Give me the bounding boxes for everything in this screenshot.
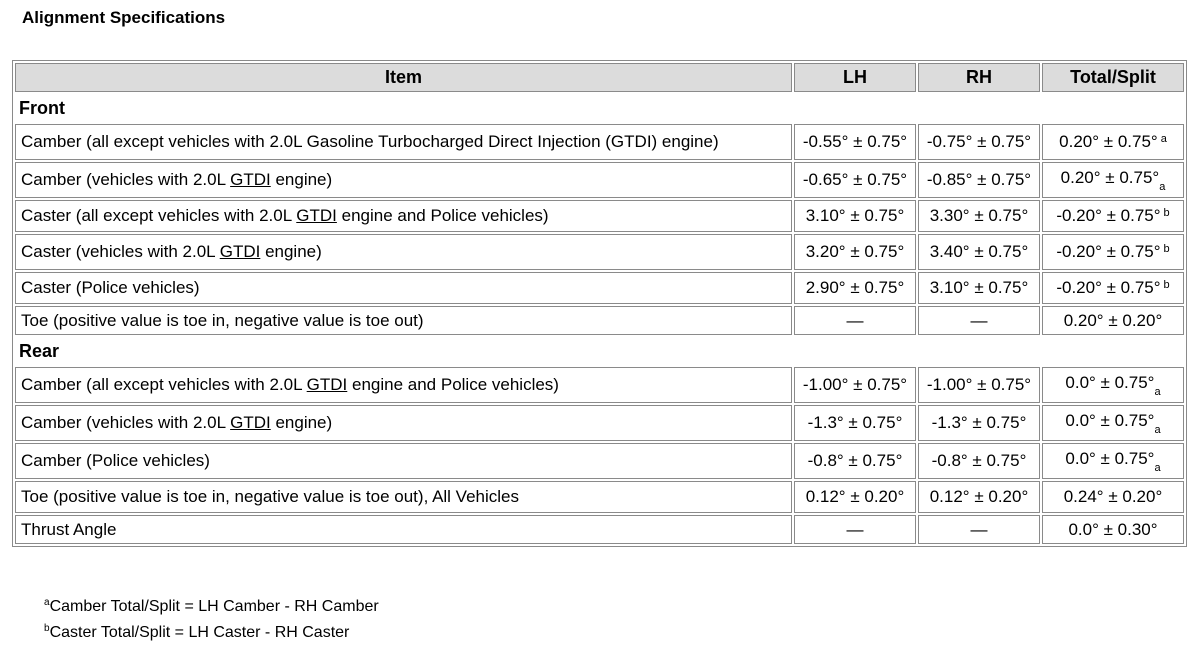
total-split-value: -0.20° ± 0.75° — [1056, 278, 1161, 297]
footnote-marker: b — [1163, 207, 1170, 219]
gtdi-link[interactable]: GTDI — [230, 170, 271, 189]
table-row — [15, 443, 1184, 479]
rh-value: -1.3° ± 0.75° — [918, 405, 1040, 441]
header-lh: LH — [794, 63, 916, 92]
item-text: Camber (vehicles with 2.0L — [21, 170, 231, 189]
item-cell — [15, 515, 792, 544]
item-text-suffix: engine) — [260, 242, 322, 261]
lh-value: -0.55° ± 0.75° — [794, 124, 916, 160]
item-text: Caster (Police vehicles) — [21, 278, 200, 297]
total-split-value: 0.24° ± 0.20° — [1063, 487, 1163, 506]
footnote-marker: b — [1163, 279, 1170, 291]
table-row — [15, 481, 1184, 513]
item-cell — [15, 367, 792, 403]
lh-value: -1.3° ± 0.75° — [794, 405, 916, 441]
item-text: Toe (positive value is toe in, negative value is toe out) — [21, 310, 424, 330]
gtdi-link[interactable]: GTDI — [219, 242, 261, 261]
item-text-suffix: engine) — [270, 413, 333, 432]
rh-value: — — [918, 306, 1040, 335]
table-row — [15, 200, 1184, 232]
footnote-marker: a — [1154, 423, 1161, 436]
lh-value: — — [794, 515, 916, 544]
section-row — [15, 94, 1184, 122]
total-split-cell — [1042, 162, 1184, 198]
total-split-cell — [1042, 405, 1184, 441]
total-split-value: 0.0° ± 0.75° — [1065, 410, 1155, 430]
rh-value: -1.00° ± 0.75° — [918, 367, 1040, 403]
item-cell — [15, 306, 792, 335]
item-cell — [15, 272, 792, 304]
footnote-marker: a — [1154, 461, 1161, 474]
item-text: Thrust Angle — [21, 519, 117, 539]
item-text: Caster (all except vehicles with 2.0L — [21, 206, 297, 225]
item-cell — [15, 124, 792, 160]
total-split-value: 0.0° ± 0.30° — [1068, 519, 1158, 539]
total-split-cell — [1042, 306, 1184, 335]
footnote-text: Caster Total/Split = LH Caster - RH Caster — [49, 624, 350, 641]
lh-value: — — [794, 306, 916, 335]
rh-value: 3.40° ± 0.75° — [918, 234, 1040, 270]
lh-value: -0.65° ± 0.75° — [794, 162, 916, 198]
footnote-mark: a — [44, 597, 50, 608]
rh-value: 3.10° ± 0.75° — [918, 272, 1040, 304]
section-heading: Front — [19, 97, 65, 118]
footnote — [44, 597, 379, 616]
header-total-split: Total/Split — [1042, 63, 1184, 92]
item-text: Toe (positive value is toe in, negative value is toe out), All Vehicles — [21, 487, 520, 506]
total-split-value: 0.20° ± 0.75° — [1059, 132, 1158, 151]
table-row — [15, 367, 1184, 403]
rh-value: 3.30° ± 0.75° — [918, 200, 1040, 232]
rh-value: -0.8° ± 0.75° — [918, 443, 1040, 479]
table-row — [15, 272, 1184, 304]
total-split-cell — [1042, 515, 1184, 544]
page-title: Alignment Specifications — [22, 8, 226, 27]
footnote-marker: b — [1163, 243, 1170, 255]
lh-value: 0.12° ± 0.20° — [794, 481, 916, 513]
gtdi-link[interactable]: GTDI — [306, 375, 348, 394]
gtdi-link[interactable]: GTDI — [230, 413, 271, 432]
total-split-cell — [1042, 367, 1184, 403]
total-split-cell — [1042, 481, 1184, 513]
lh-value: 2.90° ± 0.75° — [794, 272, 916, 304]
table-row — [15, 234, 1184, 270]
table-row — [15, 515, 1184, 544]
header-row — [15, 63, 1184, 92]
rh-value: -0.75° ± 0.75° — [918, 124, 1040, 160]
total-split-cell — [1042, 200, 1184, 232]
lh-value: -0.8° ± 0.75° — [794, 443, 916, 479]
rh-value: 0.12° ± 0.20° — [918, 481, 1040, 513]
total-split-value: -0.20° ± 0.75° — [1056, 242, 1161, 261]
item-cell — [15, 481, 792, 513]
total-split-value: 0.20° ± 0.20° — [1063, 310, 1163, 330]
total-split-value: 0.0° ± 0.75° — [1065, 448, 1155, 468]
footnote-marker: a — [1154, 385, 1161, 398]
lh-value: 3.10° ± 0.75° — [794, 200, 916, 232]
gtdi-link[interactable]: GTDI — [296, 206, 337, 225]
header-item: Item — [15, 63, 792, 92]
total-split-cell — [1042, 443, 1184, 479]
item-text-suffix: engine and Police vehicles) — [336, 206, 549, 225]
table-row — [15, 306, 1184, 335]
item-cell — [15, 405, 792, 441]
total-split-cell — [1042, 124, 1184, 160]
footnote-marker: a — [1159, 180, 1166, 193]
item-text: Camber (Police vehicles) — [21, 451, 210, 470]
item-text: Camber (vehicles with 2.0L — [21, 413, 231, 432]
section-heading: Rear — [19, 340, 60, 361]
total-split-value: 0.0° ± 0.75° — [1065, 372, 1155, 392]
table-row — [15, 405, 1184, 441]
item-cell — [15, 162, 792, 198]
rh-value: — — [918, 515, 1040, 544]
total-split-value: -0.20° ± 0.75° — [1056, 206, 1161, 225]
header-rh: RH — [918, 63, 1040, 92]
item-cell — [15, 443, 792, 479]
table-row — [15, 162, 1184, 198]
item-text-suffix: engine and Police vehicles) — [347, 375, 559, 394]
item-text: Camber (all except vehicles with 2.0L — [21, 375, 307, 394]
total-split-cell — [1042, 234, 1184, 270]
table-row — [15, 124, 1184, 160]
section-row — [15, 337, 1184, 365]
lh-value: 3.20° ± 0.75° — [794, 234, 916, 270]
item-cell — [15, 234, 792, 270]
item-cell — [15, 200, 792, 232]
item-text-suffix: engine) — [270, 170, 333, 189]
total-split-value: 0.20° ± 0.75° — [1060, 167, 1160, 187]
footnote-text: Camber Total/Split = LH Camber - RH Camber — [49, 598, 379, 615]
rh-value: -0.85° ± 0.75° — [918, 162, 1040, 198]
item-text: Camber (all except vehicles with 2.0L Gasoline Turbocharged Direct Injection (GTDI) engine) — [21, 132, 719, 151]
lh-value: -1.00° ± 0.75° — [794, 367, 916, 403]
item-text: Caster (vehicles with 2.0L — [21, 242, 220, 261]
footnote-mark: b — [44, 623, 50, 634]
footnote-marker: a — [1160, 133, 1167, 145]
total-split-cell — [1042, 272, 1184, 304]
footnote — [44, 623, 349, 642]
alignment-spec-table — [12, 60, 1187, 547]
